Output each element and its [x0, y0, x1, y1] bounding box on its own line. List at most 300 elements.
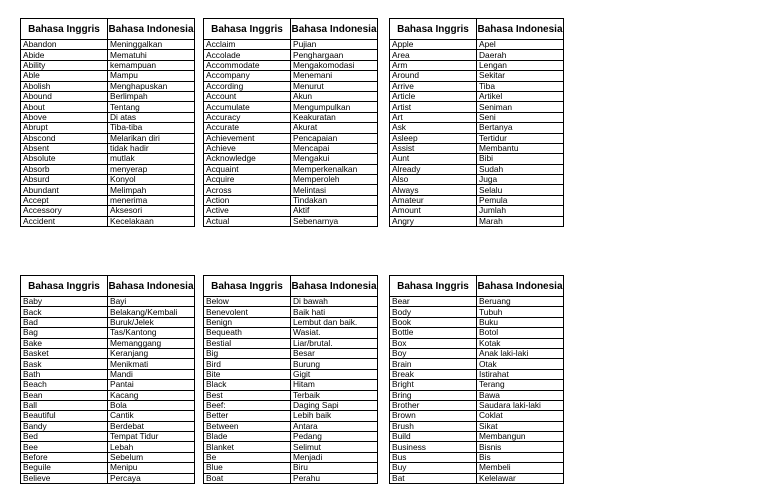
table-row	[204, 154, 378, 164]
english-word: Between	[204, 421, 291, 431]
indonesian-word: Burung	[291, 359, 378, 369]
table-row	[204, 411, 378, 421]
table-row	[204, 60, 378, 70]
table-row	[390, 195, 564, 205]
table-row	[390, 307, 564, 317]
indonesian-word: Lengan	[477, 60, 564, 70]
indonesian-word: Bisnis	[477, 442, 564, 452]
header-row	[21, 19, 195, 40]
table-row	[21, 40, 195, 50]
english-word: Abundant	[21, 185, 108, 195]
indonesian-word: tidak hadir	[108, 143, 195, 153]
english-word: Bite	[204, 369, 291, 379]
english-word: Big	[204, 348, 291, 358]
table-row	[204, 81, 378, 91]
english-word: Beautiful	[21, 411, 108, 421]
indonesian-word: Terang	[477, 380, 564, 390]
indonesian-word: Daerah	[477, 50, 564, 60]
indonesian-word: Bola	[108, 400, 195, 410]
indonesian-word: Baik hati	[291, 307, 378, 317]
indonesian-word: Bis	[477, 452, 564, 462]
english-word: Bat	[390, 473, 477, 483]
table-row	[21, 307, 195, 317]
english-word: Accept	[21, 195, 108, 205]
indonesian-word: Keakuratan	[291, 112, 378, 122]
english-word: Blanket	[204, 442, 291, 452]
english-word: Able	[21, 71, 108, 81]
english-word: Accurate	[204, 123, 291, 133]
indonesian-word: Melintasi	[291, 185, 378, 195]
header-row	[204, 276, 378, 297]
table-row	[21, 390, 195, 400]
indonesian-word: Percaya	[108, 473, 195, 483]
header-indonesian: Bahasa Indonesia	[108, 276, 195, 297]
english-word: Bring	[390, 390, 477, 400]
table-row	[390, 473, 564, 483]
indonesian-word: Kacang	[108, 390, 195, 400]
header-row	[204, 19, 378, 40]
indonesian-word: Pantai	[108, 380, 195, 390]
table-row	[21, 369, 195, 379]
indonesian-word: Memperkenalkan	[291, 164, 378, 174]
table-row	[204, 390, 378, 400]
english-word: Business	[390, 442, 477, 452]
english-word: Best	[204, 390, 291, 400]
indonesian-word: Botol	[477, 328, 564, 338]
indonesian-word: Buku	[477, 317, 564, 327]
indonesian-word: Memperoleh	[291, 175, 378, 185]
table-row	[390, 40, 564, 50]
indonesian-word: Belakang/Kembali	[108, 307, 195, 317]
indonesian-word: Tubuh	[477, 307, 564, 317]
english-word: Blade	[204, 432, 291, 442]
header-english: Bahasa Inggris	[204, 276, 291, 297]
header-row	[390, 276, 564, 297]
indonesian-word: Bawa	[477, 390, 564, 400]
table-row	[204, 463, 378, 473]
table-row	[390, 206, 564, 216]
english-word: Artist	[390, 102, 477, 112]
english-word: Better	[204, 411, 291, 421]
english-word: Accessory	[21, 206, 108, 216]
vocab-table-1	[20, 18, 195, 227]
table-row	[390, 71, 564, 81]
indonesian-word: Konyol	[108, 175, 195, 185]
english-word: Brother	[390, 400, 477, 410]
english-word: Bask	[21, 359, 108, 369]
indonesian-word: Pemula	[477, 195, 564, 205]
english-word: Boy	[390, 348, 477, 358]
english-word: Accuracy	[204, 112, 291, 122]
header-english: Bahasa Inggris	[204, 19, 291, 40]
header-indonesian: Bahasa Indonesia	[291, 276, 378, 297]
english-word: Bag	[21, 328, 108, 338]
table-row	[390, 112, 564, 122]
table-row	[390, 432, 564, 442]
english-word: Achieve	[204, 143, 291, 153]
english-word: Apple	[390, 40, 477, 50]
table-row	[390, 175, 564, 185]
table-row	[390, 123, 564, 133]
indonesian-word: Antara	[291, 421, 378, 431]
english-word: Black	[204, 380, 291, 390]
indonesian-word: Membantu	[477, 143, 564, 153]
vocab-table-4	[20, 275, 195, 484]
english-word: Amateur	[390, 195, 477, 205]
indonesian-word: Menjadi	[291, 452, 378, 462]
indonesian-word: Mematuhi	[108, 50, 195, 60]
table-row	[21, 400, 195, 410]
english-word: Assist	[390, 143, 477, 153]
indonesian-word: Mengumpulkan	[291, 102, 378, 112]
english-word: Bed	[21, 432, 108, 442]
english-word: Active	[204, 206, 291, 216]
indonesian-word: Mengakomodasi	[291, 60, 378, 70]
indonesian-word: Cantik	[108, 411, 195, 421]
english-word: Achievement	[204, 133, 291, 143]
english-word: Beach	[21, 380, 108, 390]
indonesian-word: Lebah	[108, 442, 195, 452]
english-word: Account	[204, 91, 291, 101]
english-word: Benevolent	[204, 307, 291, 317]
english-word: Acquire	[204, 175, 291, 185]
indonesian-word: Melimpah	[108, 185, 195, 195]
indonesian-word: Mencapai	[291, 143, 378, 153]
english-word: Abscond	[21, 133, 108, 143]
english-word: Accommodate	[204, 60, 291, 70]
indonesian-word: Sudah	[477, 164, 564, 174]
table-row	[21, 185, 195, 195]
english-word: Brush	[390, 421, 477, 431]
indonesian-word: Membangun	[477, 432, 564, 442]
english-word: Absurd	[21, 175, 108, 185]
english-word: Buy	[390, 463, 477, 473]
table-row	[390, 81, 564, 91]
english-word: Art	[390, 112, 477, 122]
english-word: Brown	[390, 411, 477, 421]
table-row	[21, 164, 195, 174]
table-row	[390, 338, 564, 348]
table-row	[21, 175, 195, 185]
english-word: Around	[390, 71, 477, 81]
table-row	[204, 143, 378, 153]
english-word: Bandy	[21, 421, 108, 431]
table-row	[204, 400, 378, 410]
english-word: Accumulate	[204, 102, 291, 112]
table-row	[21, 206, 195, 216]
indonesian-word: Keranjang	[108, 348, 195, 358]
english-word: Beef:	[204, 400, 291, 410]
english-word: Basket	[21, 348, 108, 358]
indonesian-word: Otak	[477, 359, 564, 369]
table-row	[204, 452, 378, 462]
english-word: Bright	[390, 380, 477, 390]
english-word: Always	[390, 185, 477, 195]
english-word: Bird	[204, 359, 291, 369]
indonesian-word: Berdebat	[108, 421, 195, 431]
table-row	[390, 421, 564, 431]
indonesian-word: mutlak	[108, 154, 195, 164]
indonesian-word: Biru	[291, 463, 378, 473]
english-word: Arm	[390, 60, 477, 70]
table-row	[21, 317, 195, 327]
indonesian-word: Melarikan diri	[108, 133, 195, 143]
table-row	[21, 112, 195, 122]
table-row	[390, 185, 564, 195]
table-row	[21, 421, 195, 431]
english-word: Angry	[390, 216, 477, 226]
table-row	[390, 400, 564, 410]
table-row	[21, 359, 195, 369]
english-word: Across	[204, 185, 291, 195]
english-word: Acquaint	[204, 164, 291, 174]
table-row	[390, 102, 564, 112]
english-word: Bad	[21, 317, 108, 327]
indonesian-word: Akun	[291, 91, 378, 101]
table-row	[390, 50, 564, 60]
indonesian-word: Sebelum	[108, 452, 195, 462]
indonesian-word: Tiba	[477, 81, 564, 91]
indonesian-word: Artikel	[477, 91, 564, 101]
table-row	[21, 380, 195, 390]
indonesian-word: Pujian	[291, 40, 378, 50]
table-row	[21, 432, 195, 442]
indonesian-word: Meninggalkan	[108, 40, 195, 50]
indonesian-word: Tempat Tidur	[108, 432, 195, 442]
english-word: Arrive	[390, 81, 477, 91]
indonesian-word: Kecelakaan	[108, 216, 195, 226]
indonesian-word: Hitam	[291, 380, 378, 390]
english-word: Abolish	[21, 81, 108, 91]
indonesian-word: Di atas	[108, 112, 195, 122]
indonesian-word: Menghapuskan	[108, 81, 195, 91]
english-word: Break	[390, 369, 477, 379]
indonesian-word: Terbaik	[291, 390, 378, 400]
table-row	[390, 60, 564, 70]
indonesian-word: Gigit	[291, 369, 378, 379]
english-word: Back	[21, 307, 108, 317]
table-row	[21, 154, 195, 164]
table-row	[21, 452, 195, 462]
table-row	[204, 40, 378, 50]
english-word: Book	[390, 317, 477, 327]
indonesian-word: Mampu	[108, 71, 195, 81]
indonesian-word: Sebenarnya	[291, 216, 378, 226]
english-word: Also	[390, 175, 477, 185]
indonesian-word: Akurat	[291, 123, 378, 133]
indonesian-word: Menemani	[291, 71, 378, 81]
english-word: Accolade	[204, 50, 291, 60]
table-row	[204, 473, 378, 483]
table-row	[390, 411, 564, 421]
indonesian-word: kemampuan	[108, 60, 195, 70]
english-word: Action	[204, 195, 291, 205]
table-row	[21, 328, 195, 338]
indonesian-word: Besar	[291, 348, 378, 358]
table-row	[204, 338, 378, 348]
indonesian-word: Tertidur	[477, 133, 564, 143]
indonesian-word: Selalu	[477, 185, 564, 195]
table-row	[204, 91, 378, 101]
indonesian-word: Menipu	[108, 463, 195, 473]
table-row	[21, 91, 195, 101]
indonesian-word: Coklat	[477, 411, 564, 421]
indonesian-word: Buruk/Jelek	[108, 317, 195, 327]
english-word: Blue	[204, 463, 291, 473]
table-row	[21, 442, 195, 452]
indonesian-word: Liar/brutal.	[291, 338, 378, 348]
english-word: Body	[390, 307, 477, 317]
indonesian-word: Mandi	[108, 369, 195, 379]
table-row	[204, 133, 378, 143]
indonesian-word: Pencapaian	[291, 133, 378, 143]
english-word: Bath	[21, 369, 108, 379]
table-row	[21, 473, 195, 483]
header-indonesian: Bahasa Indonesia	[108, 19, 195, 40]
header-row	[390, 19, 564, 40]
english-word: Above	[21, 112, 108, 122]
english-word: Actual	[204, 216, 291, 226]
table-row	[204, 112, 378, 122]
header-english: Bahasa Inggris	[21, 276, 108, 297]
header-indonesian: Bahasa Indonesia	[477, 276, 564, 297]
table-row	[204, 164, 378, 174]
table-row	[21, 102, 195, 112]
indonesian-word: menyerap	[108, 164, 195, 174]
indonesian-word: Sikat	[477, 421, 564, 431]
table-row	[390, 133, 564, 143]
indonesian-word: Daging Sapi	[291, 400, 378, 410]
table-row	[204, 317, 378, 327]
table-row	[390, 297, 564, 307]
header-indonesian: Bahasa Indonesia	[477, 19, 564, 40]
table-row	[204, 297, 378, 307]
table-row	[21, 50, 195, 60]
table-row	[204, 442, 378, 452]
table-row	[204, 369, 378, 379]
indonesian-word: Bayi	[108, 297, 195, 307]
english-word: Already	[390, 164, 477, 174]
table-row	[390, 359, 564, 369]
english-word: According	[204, 81, 291, 91]
english-word: Absolute	[21, 154, 108, 164]
indonesian-word: Marah	[477, 216, 564, 226]
english-word: Abound	[21, 91, 108, 101]
english-word: Area	[390, 50, 477, 60]
table-row	[204, 206, 378, 216]
indonesian-word: Tiba-tiba	[108, 123, 195, 133]
english-word: Bus	[390, 452, 477, 462]
english-word: Believe	[21, 473, 108, 483]
table-row	[21, 338, 195, 348]
vocab-table-3	[389, 18, 564, 227]
english-word: Before	[21, 452, 108, 462]
indonesian-word: Beruang	[477, 297, 564, 307]
table-row	[21, 195, 195, 205]
indonesian-word: Di bawah	[291, 297, 378, 307]
vocab-table-2	[203, 18, 378, 227]
english-word: Bean	[21, 390, 108, 400]
indonesian-word: Bertanya	[477, 123, 564, 133]
table-row	[390, 91, 564, 101]
english-word: Be	[204, 452, 291, 462]
english-word: Accident	[21, 216, 108, 226]
english-word: Ask	[390, 123, 477, 133]
english-word: Absent	[21, 143, 108, 153]
vocab-table-6	[389, 275, 564, 484]
english-word: Acknowledge	[204, 154, 291, 164]
english-word: Abrupt	[21, 123, 108, 133]
english-word: Boat	[204, 473, 291, 483]
table-row	[21, 348, 195, 358]
table-row	[21, 216, 195, 226]
header-row	[21, 276, 195, 297]
table-row	[21, 133, 195, 143]
indonesian-word: Tentang	[108, 102, 195, 112]
english-word: Bottle	[390, 328, 477, 338]
table-row	[204, 432, 378, 442]
table-row	[390, 328, 564, 338]
english-word: Aunt	[390, 154, 477, 164]
indonesian-word: Wasiat.	[291, 328, 378, 338]
indonesian-word: Anak laki-laki	[477, 348, 564, 358]
header-indonesian: Bahasa Indonesia	[291, 19, 378, 40]
indonesian-word: Tas/Kantong	[108, 328, 195, 338]
english-word: Baby	[21, 297, 108, 307]
english-word: Bear	[390, 297, 477, 307]
english-word: Ability	[21, 60, 108, 70]
indonesian-word: menerima	[108, 195, 195, 205]
indonesian-word: Seniman	[477, 102, 564, 112]
english-word: About	[21, 102, 108, 112]
english-word: Article	[390, 91, 477, 101]
indonesian-word: Kelelawar	[477, 473, 564, 483]
indonesian-word: Selimut	[291, 442, 378, 452]
english-word: Absorb	[21, 164, 108, 174]
table-row	[390, 216, 564, 226]
table-row	[204, 380, 378, 390]
indonesian-word: Memanggang	[108, 338, 195, 348]
table-row	[204, 216, 378, 226]
english-word: Abandon	[21, 40, 108, 50]
table-row	[204, 421, 378, 431]
english-word: Benign	[204, 317, 291, 327]
english-word: Build	[390, 432, 477, 442]
indonesian-word: Saudara laki-laki	[477, 400, 564, 410]
indonesian-word: Lebih baik	[291, 411, 378, 421]
table-row	[390, 317, 564, 327]
table-row	[204, 50, 378, 60]
indonesian-word: Tindakan	[291, 195, 378, 205]
table-row	[390, 164, 564, 174]
table-row	[204, 348, 378, 358]
indonesian-word: Kotak	[477, 338, 564, 348]
indonesian-word: Bibi	[477, 154, 564, 164]
table-row	[21, 81, 195, 91]
table-row	[204, 195, 378, 205]
table-row	[390, 463, 564, 473]
indonesian-word: Berlimpah	[108, 91, 195, 101]
table-row	[21, 411, 195, 421]
header-english: Bahasa Inggris	[390, 19, 477, 40]
table-row	[390, 154, 564, 164]
table-row	[21, 297, 195, 307]
indonesian-word: Menurut	[291, 81, 378, 91]
table-row	[204, 328, 378, 338]
table-row	[204, 359, 378, 369]
table-row	[390, 452, 564, 462]
indonesian-word: Membeli	[477, 463, 564, 473]
